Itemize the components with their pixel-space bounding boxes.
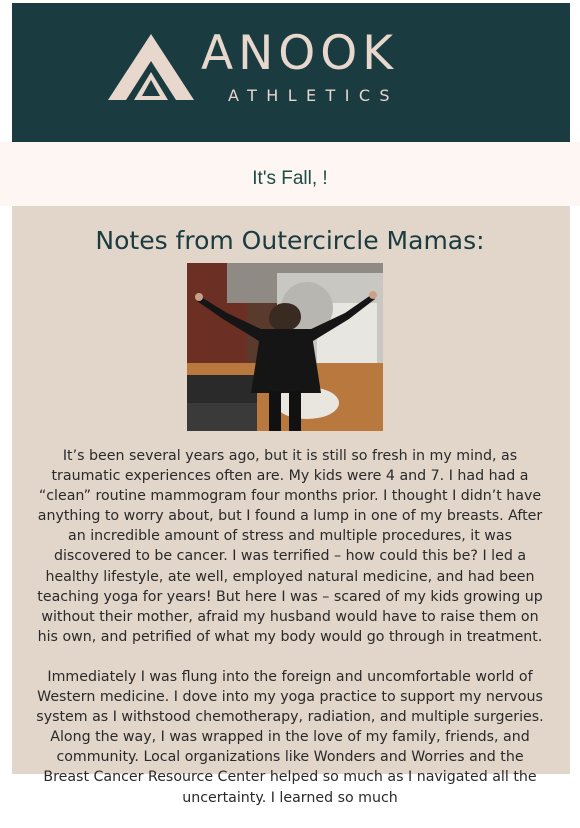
greeting-text: It's Fall, ! — [252, 168, 328, 189]
article-paragraph-2: Immediately I was flung into the foreign and uncomfortable world of Western medicine. I dove into my yoga practice to support my nervous system as I withstood chemotherapy, radiation, and multiple surgeries. Along the way, I was wrapped in the love of my family, friends, and community. Local organizations like Wonders and Worries and the Breast Cancer Resource Center helped so much as I navigated all the uncertainty. I learned so much — [36, 668, 544, 806]
article-photo — [187, 263, 383, 431]
article-body — [34, 446, 546, 828]
brand-name: ANOOK — [201, 26, 399, 81]
photo-image-icon — [187, 263, 383, 431]
brand-subtitle: ATHLETICS — [228, 86, 399, 105]
brand-header — [12, 3, 570, 142]
article-title: Notes from Outercircle Mamas: — [95, 226, 485, 255]
anook-logo-icon — [108, 34, 194, 100]
article-paragraph-1: It’s been several years ago, but it is still so fresh in my mind, as traumatic experiences often are. My kids were 4 and 7. I had had a “clean” routine mammogram four months prior. I thought I didn’t have anything to worry about, but I found a lump in one of my breasts. After an incredible amount of stress and multiple procedures, it was discovered to be cancer. I was terrified – how could this be? I led a healthy lifestyle, ate well, employed natural medicine, and had been teaching yoga for years! But here I was – scared of my kids growing up without their mother, afraid my husband would have to raise them on his own, and petrified of what my body would go through in treatment. — [37, 448, 543, 645]
